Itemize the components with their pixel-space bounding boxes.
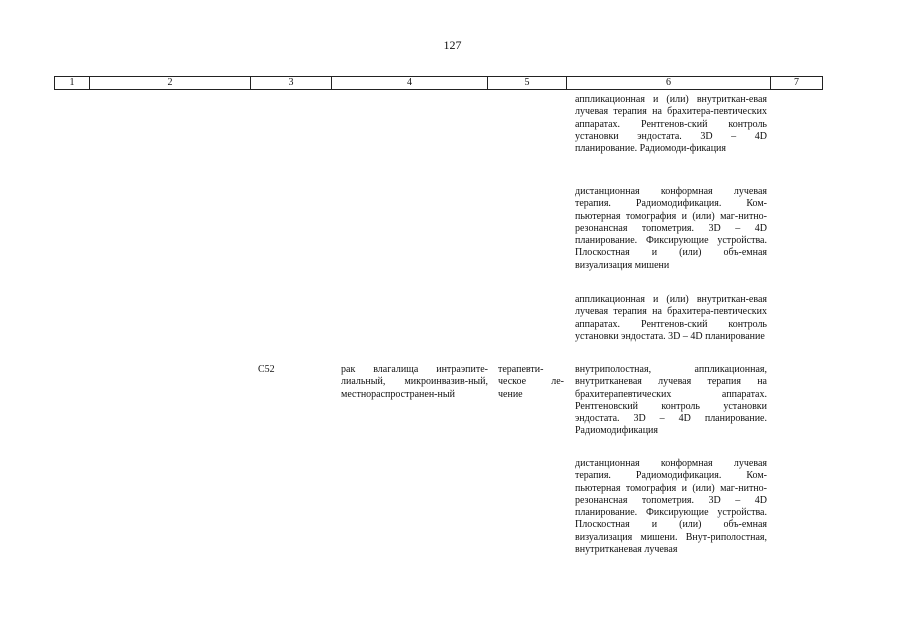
table-header-row <box>54 76 823 90</box>
code-cell: C52 <box>258 364 275 375</box>
header-col-1: 1 <box>54 77 89 89</box>
treatment-type-cell: терапевти-ческое ле-чение <box>498 364 564 400</box>
diagnosis-cell: рак влагалища интраэпите-лиальный, микроинвазив-ный, местнораспространен-ный <box>341 364 488 400</box>
header-col-3: 3 <box>250 77 331 89</box>
header-col-5: 5 <box>487 77 566 89</box>
page-number: 127 <box>443 38 462 52</box>
header-col-4: 4 <box>331 77 487 89</box>
methods-column <box>575 94 767 614</box>
method-paragraph: дистанционная конформная лучевая терапия. Радиомодификация. Ком-пьютерная томография и (или) маг-нитно-резонансная топометрия. 3D – 4D планирование. Фиксирующие устройства. Плоскостная и (или) объ-емная визуализация мишени. Внут-риполостная, внутритканевая лучевая <box>575 458 767 556</box>
method-paragraph: аппликационная и (или) внутриткан-евая лучевая терапия на брахитера-певтических аппаратах. Рентгенов-ский контроль установки эндостата. 3D – 4D планирование <box>575 294 767 342</box>
header-col-7: 7 <box>770 77 823 89</box>
header-col-6: 6 <box>566 77 770 89</box>
method-paragraph: дистанционная конформная лучевая терапия. Радиомодификация. Ком-пьютерная томография и (или) маг-нитно-резонансная топометрия. 3D – 4D планирование. Фиксирующие устройства. Плоскостная и (или) объ-емная визуализация мишени <box>575 186 767 271</box>
method-paragraph: внутриполостная, аппликационная, внутритканевая лучевая терапия на брахитерапевтических аппаратах. Рентгеновский контроль установки эндостата. 3D – 4D планирование. Радиомодификация <box>575 364 767 437</box>
header-col-2: 2 <box>89 77 250 89</box>
method-paragraph: аппликационная и (или) внутриткан-евая лучевая терапия на брахитера-певтических аппаратах. Рентгенов-ский контроль установки эндостата. 3D – 4D планирование. Радиомоди-фикация <box>575 94 767 155</box>
